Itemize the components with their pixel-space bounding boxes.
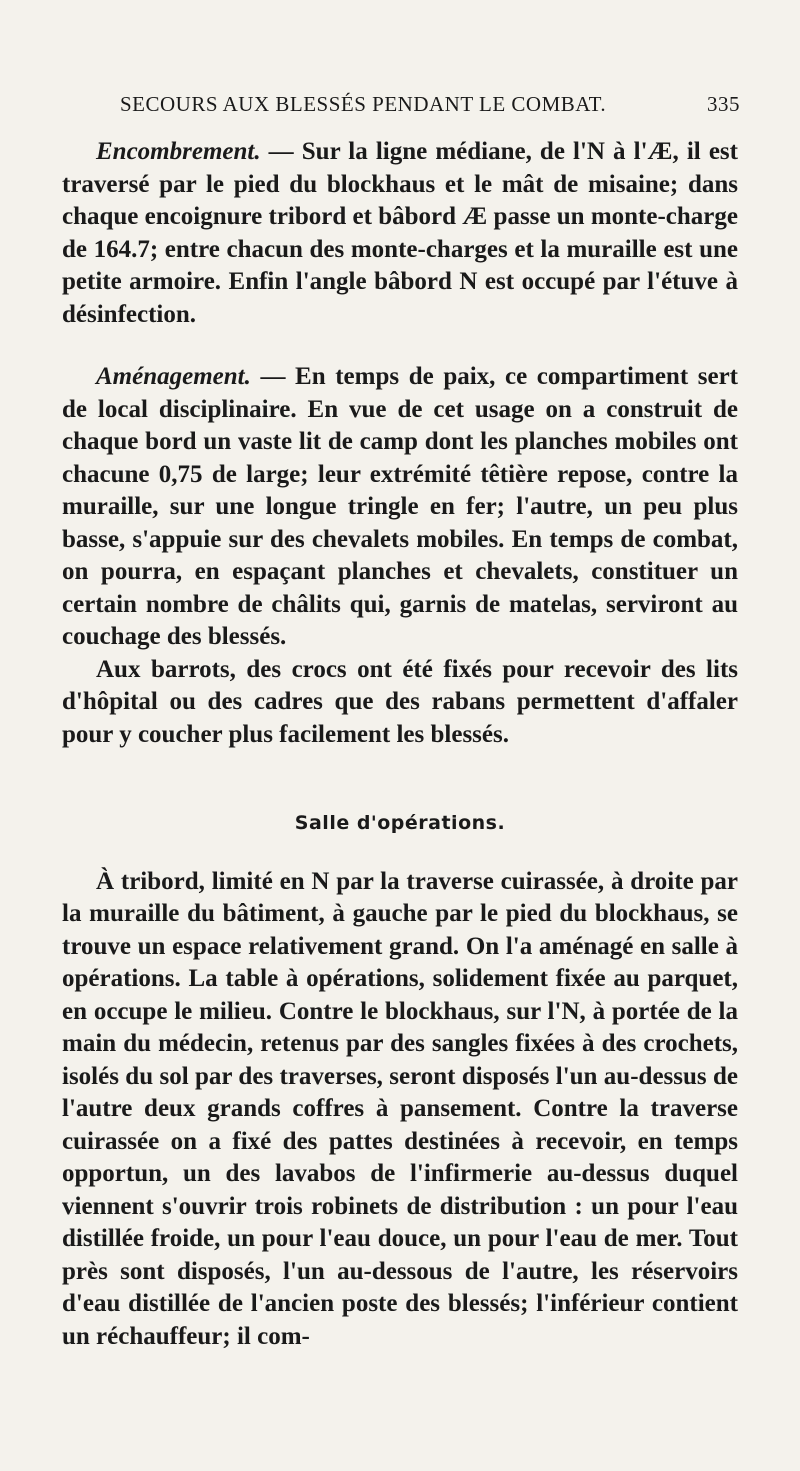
body-text [62,136,738,1353]
paragraph-barrots [62,654,738,752]
paragraph-text: — En temps de paix, ce compartiment sert de local disciplinaire. En vue de cet usage on a construit de chaque bord un vaste lit de camp dont les planches mobiles ont chacune 0,75 de large; leur extrémité têtière repose, contre la muraille, sur une longue tringle en fer; l'autre, un peu plus basse, s'appuie sur des chevalets mobiles. En temps de combat, on pourra, en espaçant planches et chevalets, constituer un certain nombre de châlits qui, garnis de matelas, serviront au couchage des blessés. [62,363,738,650]
paragraph-text: — Sur la ligne médiane, de l'N à l'Æ, il est traversé par le pied du blockhaus et le mât de misaine; dans chaque encoignure tribord et bâbord Æ passe un monte-charge de 164.7; entre chacun des monte-charges et la muraille est une petite armoire. Enfin l'angle bâbord N est occupé par l'étuve à désinfection. [62,138,738,328]
paragraph-lead: Encombrement. [96,138,261,165]
section-heading: Salle d'opérations. [294,812,506,834]
paragraph-encombrement [62,136,738,331]
running-head [120,92,740,122]
paragraph-text: Aux barrots, des crocs ont été fixés pour recevoir des lits d'hôpital ou des cadres que des rabans permettent d'affaler pour y coucher plus facilement les blessés. [62,655,738,748]
page-number: 335 [707,92,740,116]
paragraph-amenagement [62,361,738,654]
paragraph-text: À tribord, limité en N par la traverse cuirassée, à droite par la muraille du bâtiment, à gauche par le pied du blockhaus, se trouve un espace relativement grand. On l'a aménagé en salle à opérations. La table à opérations, solidement fixée au parquet, en occupe le milieu. Contre le blockhaus, sur l'N, à portée de la main du médecin, retenus par des sangles fixées à des crochets, isolés du sol par des traverses, seront disposés l'un au-dessus de l'autre deux grands coffres à pansement. Contre la traverse cuirassée on a fixé des pattes destinées à recevoir, en temps opportun, un des lavabos de l'infirmerie au-dessus duquel viennent s'ouvrir trois robinets de distribution : un pour l'eau distillée froide, un pour l'eau douce, un pour l'eau de mer. Tout près sont disposés, l'un au-dessous de l'autre, les réservoirs d'eau distillée de l'ancien poste des blessés; l'inférieur contient un réchauffeur; il com- [62,867,738,1350]
paragraph-lead: Aménagement. [96,363,251,390]
paragraph-salle-operations [62,866,738,1354]
running-title: SECOURS AUX BLESSÉS PENDANT LE COMBAT. [120,92,607,116]
